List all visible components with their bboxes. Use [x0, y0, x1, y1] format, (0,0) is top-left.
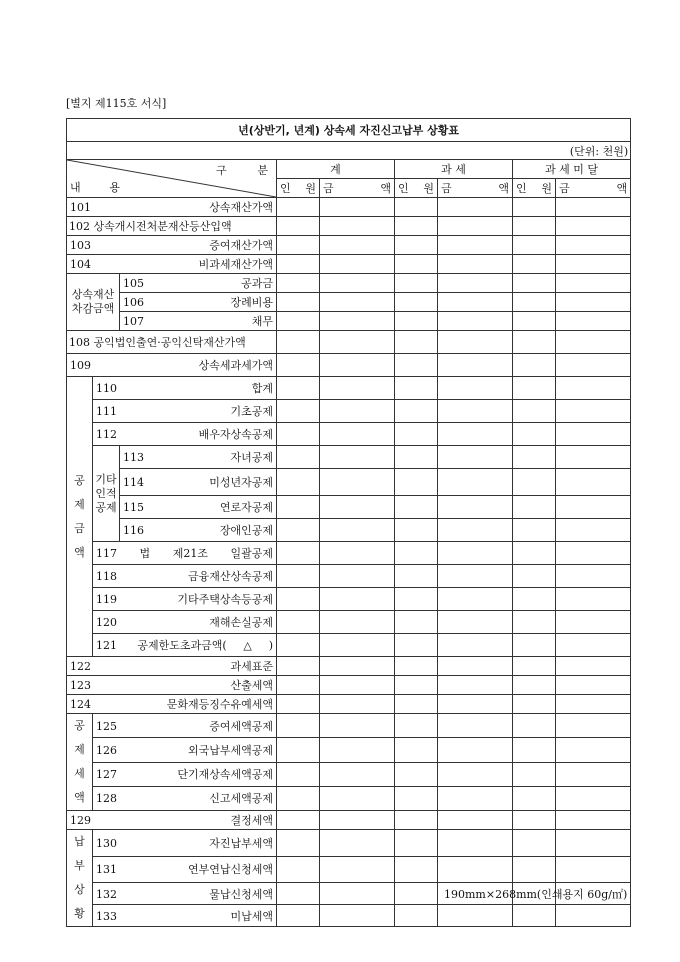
table-row: [67, 676, 631, 695]
table-row: [67, 762, 631, 786]
cell[interactable]: [277, 676, 320, 695]
header-persons: 인 원: [277, 179, 320, 198]
diagonal-header: [67, 160, 277, 198]
cell[interactable]: [556, 786, 631, 810]
cell[interactable]: [438, 377, 513, 400]
cell[interactable]: [556, 588, 631, 611]
cell[interactable]: [556, 354, 631, 377]
cell[interactable]: [438, 496, 513, 519]
cell[interactable]: [513, 738, 556, 762]
row-label: 119 기타주택상속등공제: [93, 588, 277, 611]
cell[interactable]: [395, 255, 438, 274]
table-row: [67, 293, 631, 312]
cell[interactable]: [395, 293, 438, 312]
cell[interactable]: [395, 657, 438, 676]
cell[interactable]: [395, 446, 438, 469]
cell[interactable]: [395, 542, 438, 565]
cell[interactable]: [438, 423, 513, 446]
cell[interactable]: [556, 611, 631, 634]
cell[interactable]: [320, 519, 395, 542]
cell[interactable]: [556, 423, 631, 446]
row-label: 106 장례비용: [120, 293, 277, 312]
cell[interactable]: [320, 423, 395, 446]
cell[interactable]: [320, 446, 395, 469]
cell[interactable]: [438, 274, 513, 293]
cell[interactable]: [277, 274, 320, 293]
cell[interactable]: [395, 883, 438, 905]
cell[interactable]: [556, 255, 631, 274]
cell[interactable]: [438, 588, 513, 611]
cell[interactable]: [277, 856, 320, 883]
header-naeyong: 내 용: [70, 181, 120, 194]
cell[interactable]: [320, 714, 395, 738]
cell[interactable]: [320, 377, 395, 400]
cell[interactable]: [395, 762, 438, 786]
row-label: 130 자진납부세액: [93, 830, 277, 857]
cell[interactable]: [513, 634, 556, 657]
table-row: [67, 542, 631, 565]
table-row: [67, 354, 631, 377]
cell[interactable]: [277, 634, 320, 657]
cell[interactable]: [513, 312, 556, 331]
table-row: [67, 786, 631, 810]
cell[interactable]: [438, 236, 513, 255]
row-label: 132 물납신청세액: [93, 883, 277, 905]
row-label: 103 증여재산가액: [67, 236, 277, 255]
cell[interactable]: [277, 354, 320, 377]
cell[interactable]: [556, 446, 631, 469]
cell[interactable]: [438, 469, 513, 496]
row-label: 105 공과금: [120, 274, 277, 293]
cell[interactable]: [438, 811, 513, 830]
cell[interactable]: [513, 542, 556, 565]
row-label: 110 합계: [93, 377, 277, 400]
cell[interactable]: [513, 811, 556, 830]
cell[interactable]: [438, 905, 513, 927]
cell[interactable]: [513, 762, 556, 786]
header-untaxed: 과 세 미 달: [513, 160, 631, 179]
cell[interactable]: [438, 830, 513, 857]
cell[interactable]: [556, 811, 631, 830]
cell[interactable]: [395, 634, 438, 657]
cell[interactable]: [277, 293, 320, 312]
table-row: [67, 856, 631, 883]
cell[interactable]: [320, 236, 395, 255]
cell[interactable]: [438, 657, 513, 676]
cell[interactable]: [556, 377, 631, 400]
cell[interactable]: [438, 400, 513, 423]
cell[interactable]: [320, 565, 395, 588]
row-label: 109 상속세과세가액: [67, 354, 277, 377]
cell[interactable]: [320, 695, 395, 714]
cell[interactable]: [320, 312, 395, 331]
table-row: [67, 446, 631, 469]
cell[interactable]: [395, 236, 438, 255]
row-label: 123 산출세액: [67, 676, 277, 695]
table-row: [67, 657, 631, 676]
cell[interactable]: [556, 312, 631, 331]
cell[interactable]: [513, 446, 556, 469]
cell[interactable]: [438, 255, 513, 274]
cell[interactable]: [438, 312, 513, 331]
cell[interactable]: [513, 676, 556, 695]
row-label: 114 미성년자공제: [120, 469, 277, 496]
cell[interactable]: [277, 469, 320, 496]
cell[interactable]: [556, 274, 631, 293]
header-taxed: 과 세: [395, 160, 513, 179]
cell[interactable]: [277, 496, 320, 519]
cell[interactable]: [320, 905, 395, 927]
table-row: [67, 400, 631, 423]
row-label: 102 상속개시전처분재산등산입액: [67, 217, 277, 236]
cell[interactable]: [556, 676, 631, 695]
cell[interactable]: [320, 611, 395, 634]
cell[interactable]: [513, 519, 556, 542]
cell[interactable]: [395, 714, 438, 738]
header-persons: 인 원: [513, 179, 556, 198]
row-label: 131 연부연납신청세액: [93, 856, 277, 883]
cell[interactable]: [556, 542, 631, 565]
cell[interactable]: [438, 565, 513, 588]
cell[interactable]: [513, 565, 556, 588]
row-label: 104 비과세재산가액: [67, 255, 277, 274]
cell[interactable]: [438, 354, 513, 377]
cell[interactable]: [395, 312, 438, 331]
cell[interactable]: [277, 695, 320, 714]
cell[interactable]: [395, 738, 438, 762]
table-row: [67, 255, 631, 274]
cell[interactable]: [438, 519, 513, 542]
cell[interactable]: [513, 198, 556, 217]
table-row: [67, 274, 631, 293]
cell[interactable]: [277, 811, 320, 830]
cell[interactable]: [556, 217, 631, 236]
cell[interactable]: [556, 198, 631, 217]
cell[interactable]: [556, 519, 631, 542]
cell[interactable]: [438, 198, 513, 217]
table-row: [67, 634, 631, 657]
cell[interactable]: [438, 856, 513, 883]
row-label: 124 문화재등징수유예세액: [67, 695, 277, 714]
row-label: 118 금융재산상속공제: [93, 565, 277, 588]
cell[interactable]: [320, 634, 395, 657]
cell[interactable]: [513, 236, 556, 255]
cell[interactable]: [395, 830, 438, 857]
group-label-payment: 납 부 상 황: [67, 830, 93, 927]
cell[interactable]: [513, 496, 556, 519]
cell[interactable]: [438, 695, 513, 714]
table-row: [67, 565, 631, 588]
cell[interactable]: [556, 236, 631, 255]
cell[interactable]: [556, 738, 631, 762]
cell[interactable]: [395, 469, 438, 496]
cell[interactable]: [320, 293, 395, 312]
cell[interactable]: [438, 762, 513, 786]
cell[interactable]: [320, 542, 395, 565]
cell[interactable]: [277, 423, 320, 446]
row-label: 111 기초공제: [93, 400, 277, 423]
header-total: 계: [277, 160, 395, 179]
table-row: [67, 695, 631, 714]
status-table: [66, 118, 631, 927]
header-amount: 금 액: [438, 179, 513, 198]
cell[interactable]: [320, 469, 395, 496]
cell[interactable]: [513, 714, 556, 738]
cell[interactable]: [438, 217, 513, 236]
cell[interactable]: [395, 565, 438, 588]
cell[interactable]: [438, 634, 513, 657]
cell[interactable]: [556, 657, 631, 676]
cell[interactable]: [320, 217, 395, 236]
row-label: 133 미납세액: [93, 905, 277, 927]
cell[interactable]: [513, 400, 556, 423]
cell[interactable]: [513, 354, 556, 377]
cell[interactable]: [320, 255, 395, 274]
cell[interactable]: [438, 714, 513, 738]
cell[interactable]: [513, 423, 556, 446]
table-row: [67, 714, 631, 738]
table-title: 년(상반기, 년계) 상속세 자진신고납부 상황표: [67, 119, 631, 142]
table-row: [67, 312, 631, 331]
cell[interactable]: [556, 400, 631, 423]
cell[interactable]: [277, 255, 320, 274]
cell[interactable]: [513, 856, 556, 883]
cell[interactable]: [395, 856, 438, 883]
table-row: [67, 236, 631, 255]
cell[interactable]: [320, 657, 395, 676]
cell[interactable]: [395, 695, 438, 714]
cell[interactable]: [513, 469, 556, 496]
cell[interactable]: [438, 676, 513, 695]
cell[interactable]: [277, 312, 320, 331]
cell[interactable]: [277, 883, 320, 905]
cell[interactable]: [320, 856, 395, 883]
header-gubun: 구 분: [216, 164, 268, 177]
cell[interactable]: [277, 714, 320, 738]
row-label: 125 증여세액공제: [93, 714, 277, 738]
cell[interactable]: [277, 446, 320, 469]
row-label: 117 법 제21조 일괄공제: [93, 542, 277, 565]
cell[interactable]: [513, 905, 556, 927]
table-row: [67, 830, 631, 857]
form-label: [별지 제115호 서식]: [66, 97, 167, 110]
cell[interactable]: [277, 377, 320, 400]
table-row: [67, 198, 631, 217]
cell[interactable]: [277, 565, 320, 588]
table-row: [67, 377, 631, 400]
cell[interactable]: [320, 762, 395, 786]
cell[interactable]: [395, 331, 438, 354]
cell[interactable]: [513, 786, 556, 810]
row-label: 107 채무: [120, 312, 277, 331]
cell[interactable]: [395, 786, 438, 810]
row-label: 121 공제한도초과금액(△): [93, 634, 277, 657]
group-label-deduction: 공 제 금 액: [67, 377, 93, 657]
cell[interactable]: [556, 496, 631, 519]
table-row: [67, 905, 631, 927]
cell[interactable]: [556, 293, 631, 312]
cell[interactable]: [277, 588, 320, 611]
row-label: 108 공익법인출연·공익신탁재산가액: [67, 331, 277, 354]
cell[interactable]: [395, 811, 438, 830]
table-row: [67, 519, 631, 542]
cell[interactable]: [395, 676, 438, 695]
cell[interactable]: [320, 198, 395, 217]
cell[interactable]: [438, 331, 513, 354]
cell[interactable]: [320, 738, 395, 762]
cell[interactable]: [320, 274, 395, 293]
cell[interactable]: [395, 611, 438, 634]
row-label: 128 신고세액공제: [93, 786, 277, 810]
header-amount: 금 액: [320, 179, 395, 198]
cell[interactable]: [513, 830, 556, 857]
table-row: [67, 469, 631, 496]
cell[interactable]: [513, 293, 556, 312]
group-label-other-personal: 기타 인적 공제: [93, 446, 120, 542]
table-row: [67, 496, 631, 519]
group-label-tax-deduction: 공 제 세 액: [67, 714, 93, 811]
paper-size-note: 190mm×268mm(인쇄용지 60g/㎡): [444, 888, 628, 901]
cell[interactable]: [277, 217, 320, 236]
unit-label: (단위: 천원): [67, 142, 631, 160]
cell[interactable]: [395, 519, 438, 542]
table-row: [67, 811, 631, 830]
cell[interactable]: [556, 634, 631, 657]
cell[interactable]: [513, 588, 556, 611]
cell[interactable]: [320, 496, 395, 519]
cell[interactable]: [556, 905, 631, 927]
cell[interactable]: [277, 198, 320, 217]
cell[interactable]: [395, 400, 438, 423]
cell[interactable]: [277, 400, 320, 423]
cell[interactable]: [320, 830, 395, 857]
cell[interactable]: [320, 883, 395, 905]
row-label: 116 장애인공제: [120, 519, 277, 542]
cell[interactable]: [513, 695, 556, 714]
row-label: 122 과세표준: [67, 657, 277, 676]
row-label: 126 외국납부세액공제: [93, 738, 277, 762]
cell[interactable]: [395, 496, 438, 519]
table-row: [67, 611, 631, 634]
cell[interactable]: [277, 331, 320, 354]
cell[interactable]: [513, 377, 556, 400]
cell[interactable]: [556, 714, 631, 738]
row-label: 120 재해손실공제: [93, 611, 277, 634]
row-label: 127 단기재상속세액공제: [93, 762, 277, 786]
cell[interactable]: [556, 331, 631, 354]
cell[interactable]: [438, 786, 513, 810]
cell[interactable]: [277, 657, 320, 676]
header-persons: 인 원: [395, 179, 438, 198]
cell[interactable]: [395, 274, 438, 293]
cell[interactable]: [320, 400, 395, 423]
cell[interactable]: [277, 762, 320, 786]
cell[interactable]: [277, 542, 320, 565]
row-label: 113 자녀공제: [120, 446, 277, 469]
table-row: [67, 588, 631, 611]
table-row: [67, 738, 631, 762]
row-label: 112 배우자상속공제: [93, 423, 277, 446]
cell[interactable]: [277, 236, 320, 255]
row-label: 115 연로자공제: [120, 496, 277, 519]
cell[interactable]: [395, 377, 438, 400]
cell[interactable]: [556, 830, 631, 857]
cell[interactable]: [277, 830, 320, 857]
cell[interactable]: [438, 542, 513, 565]
cell[interactable]: [320, 331, 395, 354]
cell[interactable]: [438, 446, 513, 469]
cell[interactable]: [395, 423, 438, 446]
table-row: [67, 217, 631, 236]
cell[interactable]: [277, 905, 320, 927]
cell[interactable]: [277, 786, 320, 810]
row-label: 129 결정세액: [67, 811, 277, 830]
cell[interactable]: [513, 274, 556, 293]
cell[interactable]: [395, 217, 438, 236]
cell[interactable]: [395, 588, 438, 611]
cell[interactable]: [395, 354, 438, 377]
header-amount: 금 액: [556, 179, 631, 198]
cell[interactable]: [320, 354, 395, 377]
cell[interactable]: [513, 331, 556, 354]
cell[interactable]: [277, 738, 320, 762]
cell[interactable]: [277, 519, 320, 542]
cell[interactable]: [556, 469, 631, 496]
cell[interactable]: [556, 695, 631, 714]
group-label-deduct-assets: 상속재산 차감금액: [67, 274, 120, 331]
row-label: 101 상속재산가액: [67, 198, 277, 217]
cell[interactable]: [556, 565, 631, 588]
cell[interactable]: [556, 856, 631, 883]
cell[interactable]: [438, 611, 513, 634]
cell[interactable]: [320, 588, 395, 611]
cell[interactable]: [395, 198, 438, 217]
cell[interactable]: [513, 657, 556, 676]
cell[interactable]: [556, 762, 631, 786]
cell[interactable]: [320, 676, 395, 695]
cell[interactable]: [513, 255, 556, 274]
cell[interactable]: [395, 905, 438, 927]
cell[interactable]: [513, 611, 556, 634]
table-row: [67, 423, 631, 446]
cell[interactable]: [277, 611, 320, 634]
cell[interactable]: [438, 293, 513, 312]
cell[interactable]: [320, 811, 395, 830]
cell[interactable]: [438, 738, 513, 762]
table-row: [67, 331, 631, 354]
cell[interactable]: [320, 786, 395, 810]
cell[interactable]: [513, 217, 556, 236]
